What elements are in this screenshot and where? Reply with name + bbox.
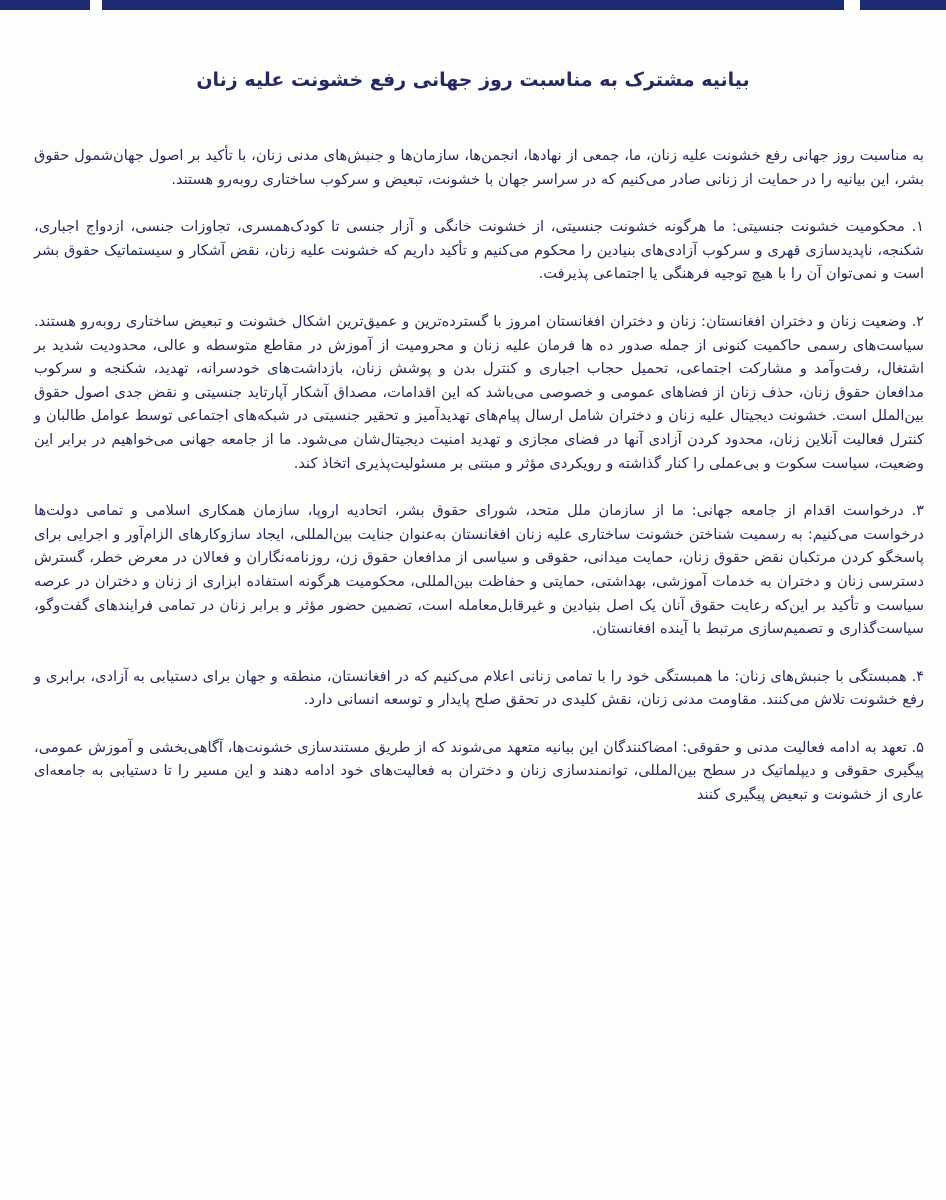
section-paragraph-1: ۱. محکومیت خشونت جنسیتی: ما هرگونه خشونت جنسیتی، از خشونت خانگی و آزار جنسی تا کودک‌همسری، تجاوزات جنسی، ازدواج اجباری، شکنجه، ناپدیدسازی قهری و سرکوب آزادی‌های بنیادین را محکوم می‌کنیم و تأکید داریم که خشونت علیه زنان، نقض آشکار و سیستماتیک حقوق بشر است و نمی‌توان آن را با هیچ توجیه فرهنگی یا اجتماعی پذیرفت.: [34, 218, 924, 283]
intro-paragraph: به مناسبت روز جهانی رفع خشونت علیه زنان، ما، جمعی از نهادها، انجمن‌ها، سازمان‌ها و جنبش‌های مدنی زنان، با تأکید بر اصول جهان‌شمول حقوق بشر، این بیانیه را در حمایت از زنانی صادر می‌کنیم که در سراسر جهان با خشونت، تبعیض و سرکوب ساختاری روبه‌رو هستند.: [34, 147, 924, 188]
section-paragraph-4: ۴. همبستگی با جنبش‌های زنان: ما همبستگی خود را با تمامی زنانی اعلام می‌کنیم که در افغانستان، منطقه و جهان برای دستیابی به آزادی، برابری و رفع خشونت تلاش می‌کنند. مقاومت مدنی زنان، نقش کلیدی در تحقق صلح پایدار و توسعه انسانی دارد.: [34, 667, 924, 709]
section-paragraph-2: ۲. وضعیت زنان و دختران افغانستان: زنان و دختران افغانستان امروز با گسترده‌ترین و عمیق‌ترین اشکال خشونت و تبعیض ساختاری روبه‌رو هستند. سیاست‌های رسمی حاکمیت کنونی از جمله صدور ده ها فرمان علیه زنان و محرومیت از آموزش در مقاطع متوسطه و عالی، محدودیت شدید بر اشتغال، رفت‌وآمد و مشارکت اجتماعی، تحمیل حجاب اجباری و کنترل بدن و پوشش زنان، بازداشت‌های خودسرانه، تهدید، شکنجه و سرکوب مدافعان حقوق زنان، حذف زنان از فضاهای عمومی و خصوصی می‌باشد که این اقدامات، مصداق آشکار آپارتاید جنسیتی و نقض جدی اصول حقوق بین‌الملل است. خشونت دیجیتال علیه زنان و دختران شامل ارسال پیام‌های تهدیدآمیز و تحقیر جنسیتی در شبکه‌های اجتماعی توسط عوامل طالبان و کنترل فعالیت آنلاین زنان، محدود کردن آزادی آنها در فضای مجازی و تهدید امنیت دیجیتال‌شان می‌شود. ما از جامعه جهانی می‌خواهیم در برابر این وضعیت، سیاست سکوت و بی‌عملی را کنار گذاشته و رویکردی مؤثر و مبتنی بر مسئولیت‌پذیری اتخاذ کند.: [34, 312, 924, 472]
section-paragraph-5: ۵. تعهد به ادامه فعالیت مدنی و حقوقی: امضاکنندگان این بیانیه متعهد می‌شوند که از طریق مستندسازی خشونت‌ها، آگاهی‌بخشی و آموزش عمومی، پیگیری حقوقی و دیپلماتیک در سطح بین‌المللی، توانمندسازی زنان و دختران به فعالیت‌های خود ادامه دهند و این مسیر را تا دستیابی به جامعه‌ای عاری از خشونت و تبعیض پیگیری کنند: [34, 738, 924, 804]
section-paragraph-3: ۳. درخواست اقدام از جامعه جهانی: ما از سازمان ملل متحد، شورای حقوق بشر، اتحادیه اروپا، سازمان همکاری اسلامی و تمامی دولت‌ها درخواست می‌کنیم: به رسمیت شناختن خشونت ساختاری علیه زنان افغانستان به‌عنوان جنایت بین‌المللی، ایجاد سازوکارهای الزام‌آور و اجرایی برای پاسخگو کردن مرتکبان نقض حقوق زنان، حمایت میدانی، حقوقی و سیاسی از مدافعان حقوق زن، روزنامه‌نگاران و فعالان در معرض خطر، گسترش دسترسی زنان و دختران به خدمات آموزشی، بهداشتی، حمایتی و حفاظت بین‌المللی، محکومیت هرگونه استفاده ابزاری از زنان و دختران در عرصه سیاست و تأکید بر این‌که رعایت حقوق آنان یک اصل بنیادین و غیرقابل‌معامله است، تضمین حضور مؤثر و برابر زنان در تمامی فرایندهای گفت‌وگو، سیاست‌گذاری و تصمیم‌سازی مرتبط با آینده افغانستان.: [34, 502, 924, 638]
document-body: [34, 144, 924, 831]
document-title: بیانیه مشترک به مناسبت روز جهانی رفع خشونت علیه زنان: [196, 69, 750, 91]
